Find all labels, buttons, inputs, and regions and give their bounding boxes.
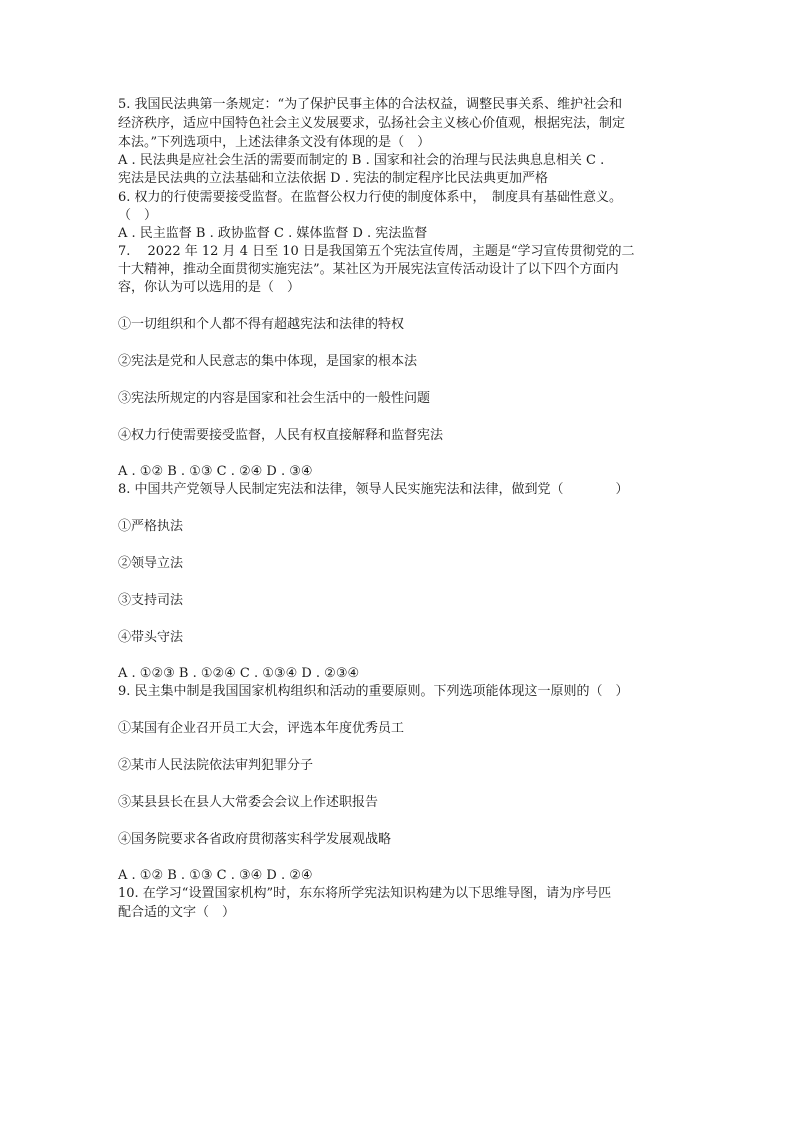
q5-options-line2: 宪法是民法典的立法基础和立法依据 D . 宪法的制定程序比民法典更加严格 [118, 171, 548, 186]
q9-item-3: ③某县县长在县人大常委会会议上作述职报告 [118, 795, 379, 810]
q6-stem-line2: （ ） [118, 208, 158, 223]
q7-stem-line2: 十大精神，推动全面贯彻实施宪法”。某社区为开展宪法宣传活动设计了以下四个方面内 [118, 262, 619, 277]
q6-options: A . 民主监督 B . 政协监督 C . 媒体监督 D . 宪法监督 [118, 226, 428, 241]
q8-item-3: ③支持司法 [118, 593, 184, 608]
q9-stem-line1: 9. 民主集中制是我国国家机构组织和活动的重要原则。下列选项能体现这一原则的（ ） [118, 684, 629, 699]
q8-item-4: ④带头守法 [118, 630, 184, 645]
q7-stem-line1: 7. 2022 年 12 月 4 日至 10 日是我国第五个宪法宣传周，主题是“学习宣传贯彻党的二 [118, 244, 635, 259]
q7-item-2: ②宪法是党和人民意志的集中体现，是国家的根本法 [118, 354, 418, 369]
q8-item-2: ②领导立法 [118, 556, 184, 571]
q7-item-1: ①一切组织和个人都不得有超越宪法和法律的特权 [118, 317, 405, 332]
q10-stem-line2: 配合适的文字（ ） [118, 905, 236, 920]
q5-stem-line2: 经济秩序，适应中国特色社会主义发展要求，弘扬社会主义核心价值观，根据宪法，制定 [118, 116, 626, 131]
q8-stem-line1: 8. 中国共产党领导人民制定宪法和法律，领导人民实施宪法和法律，做到党（ ） [118, 482, 629, 497]
q7-stem-line3: 容，你认为可以选用的是（ ） [118, 280, 301, 295]
q9-item-2: ②某市人民法院依法审判犯罪分子 [118, 758, 314, 773]
q5-stem-line1: 5. 我国民法典第一条规定：“为了保护民事主体的合法权益，调整民事关系、维护社会和 [118, 97, 623, 112]
q5-stem-line3: 本法。”下列选项中，上述法律条文没有体现的是（ ） [118, 135, 431, 150]
q9-item-1: ①某国有企业召开员工大会，评选本年度优秀员工 [118, 721, 405, 736]
q10-stem-line1: 10. 在学习“设置国家机构”时，东东将所学宪法知识构建为以下思维导图，请为序号匹 [118, 886, 612, 901]
q7-item-4: ④权力行使需要接受监督，人民有权直接解释和监督宪法 [118, 428, 444, 443]
q5-options-line1: A . 民法典是应社会生活的需要而制定的 B . 国家和社会的治理与民法典息息相关 C . [118, 153, 605, 168]
q6-stem-line1: 6. 权力的行使需要接受监督。在监督公权力行使的制度体系中， 制度具有基础性意义。 [118, 190, 623, 205]
q9-options: A . ①② B . ①③ C . ③④ D . ②④ [118, 868, 313, 883]
q7-item-3: ③宪法所规定的内容是国家和社会生活中的一般性问题 [118, 391, 431, 406]
q8-item-1: ①严格执法 [118, 519, 184, 534]
q7-options: A . ①② B . ①③ C . ②④ D . ③④ [118, 464, 313, 479]
q8-options: A . ①②③ B . ①②④ C . ①③④ D . ②③④ [118, 666, 360, 681]
q9-item-4: ④国务院要求各省政府贯彻落实科学发展观战略 [118, 832, 392, 847]
